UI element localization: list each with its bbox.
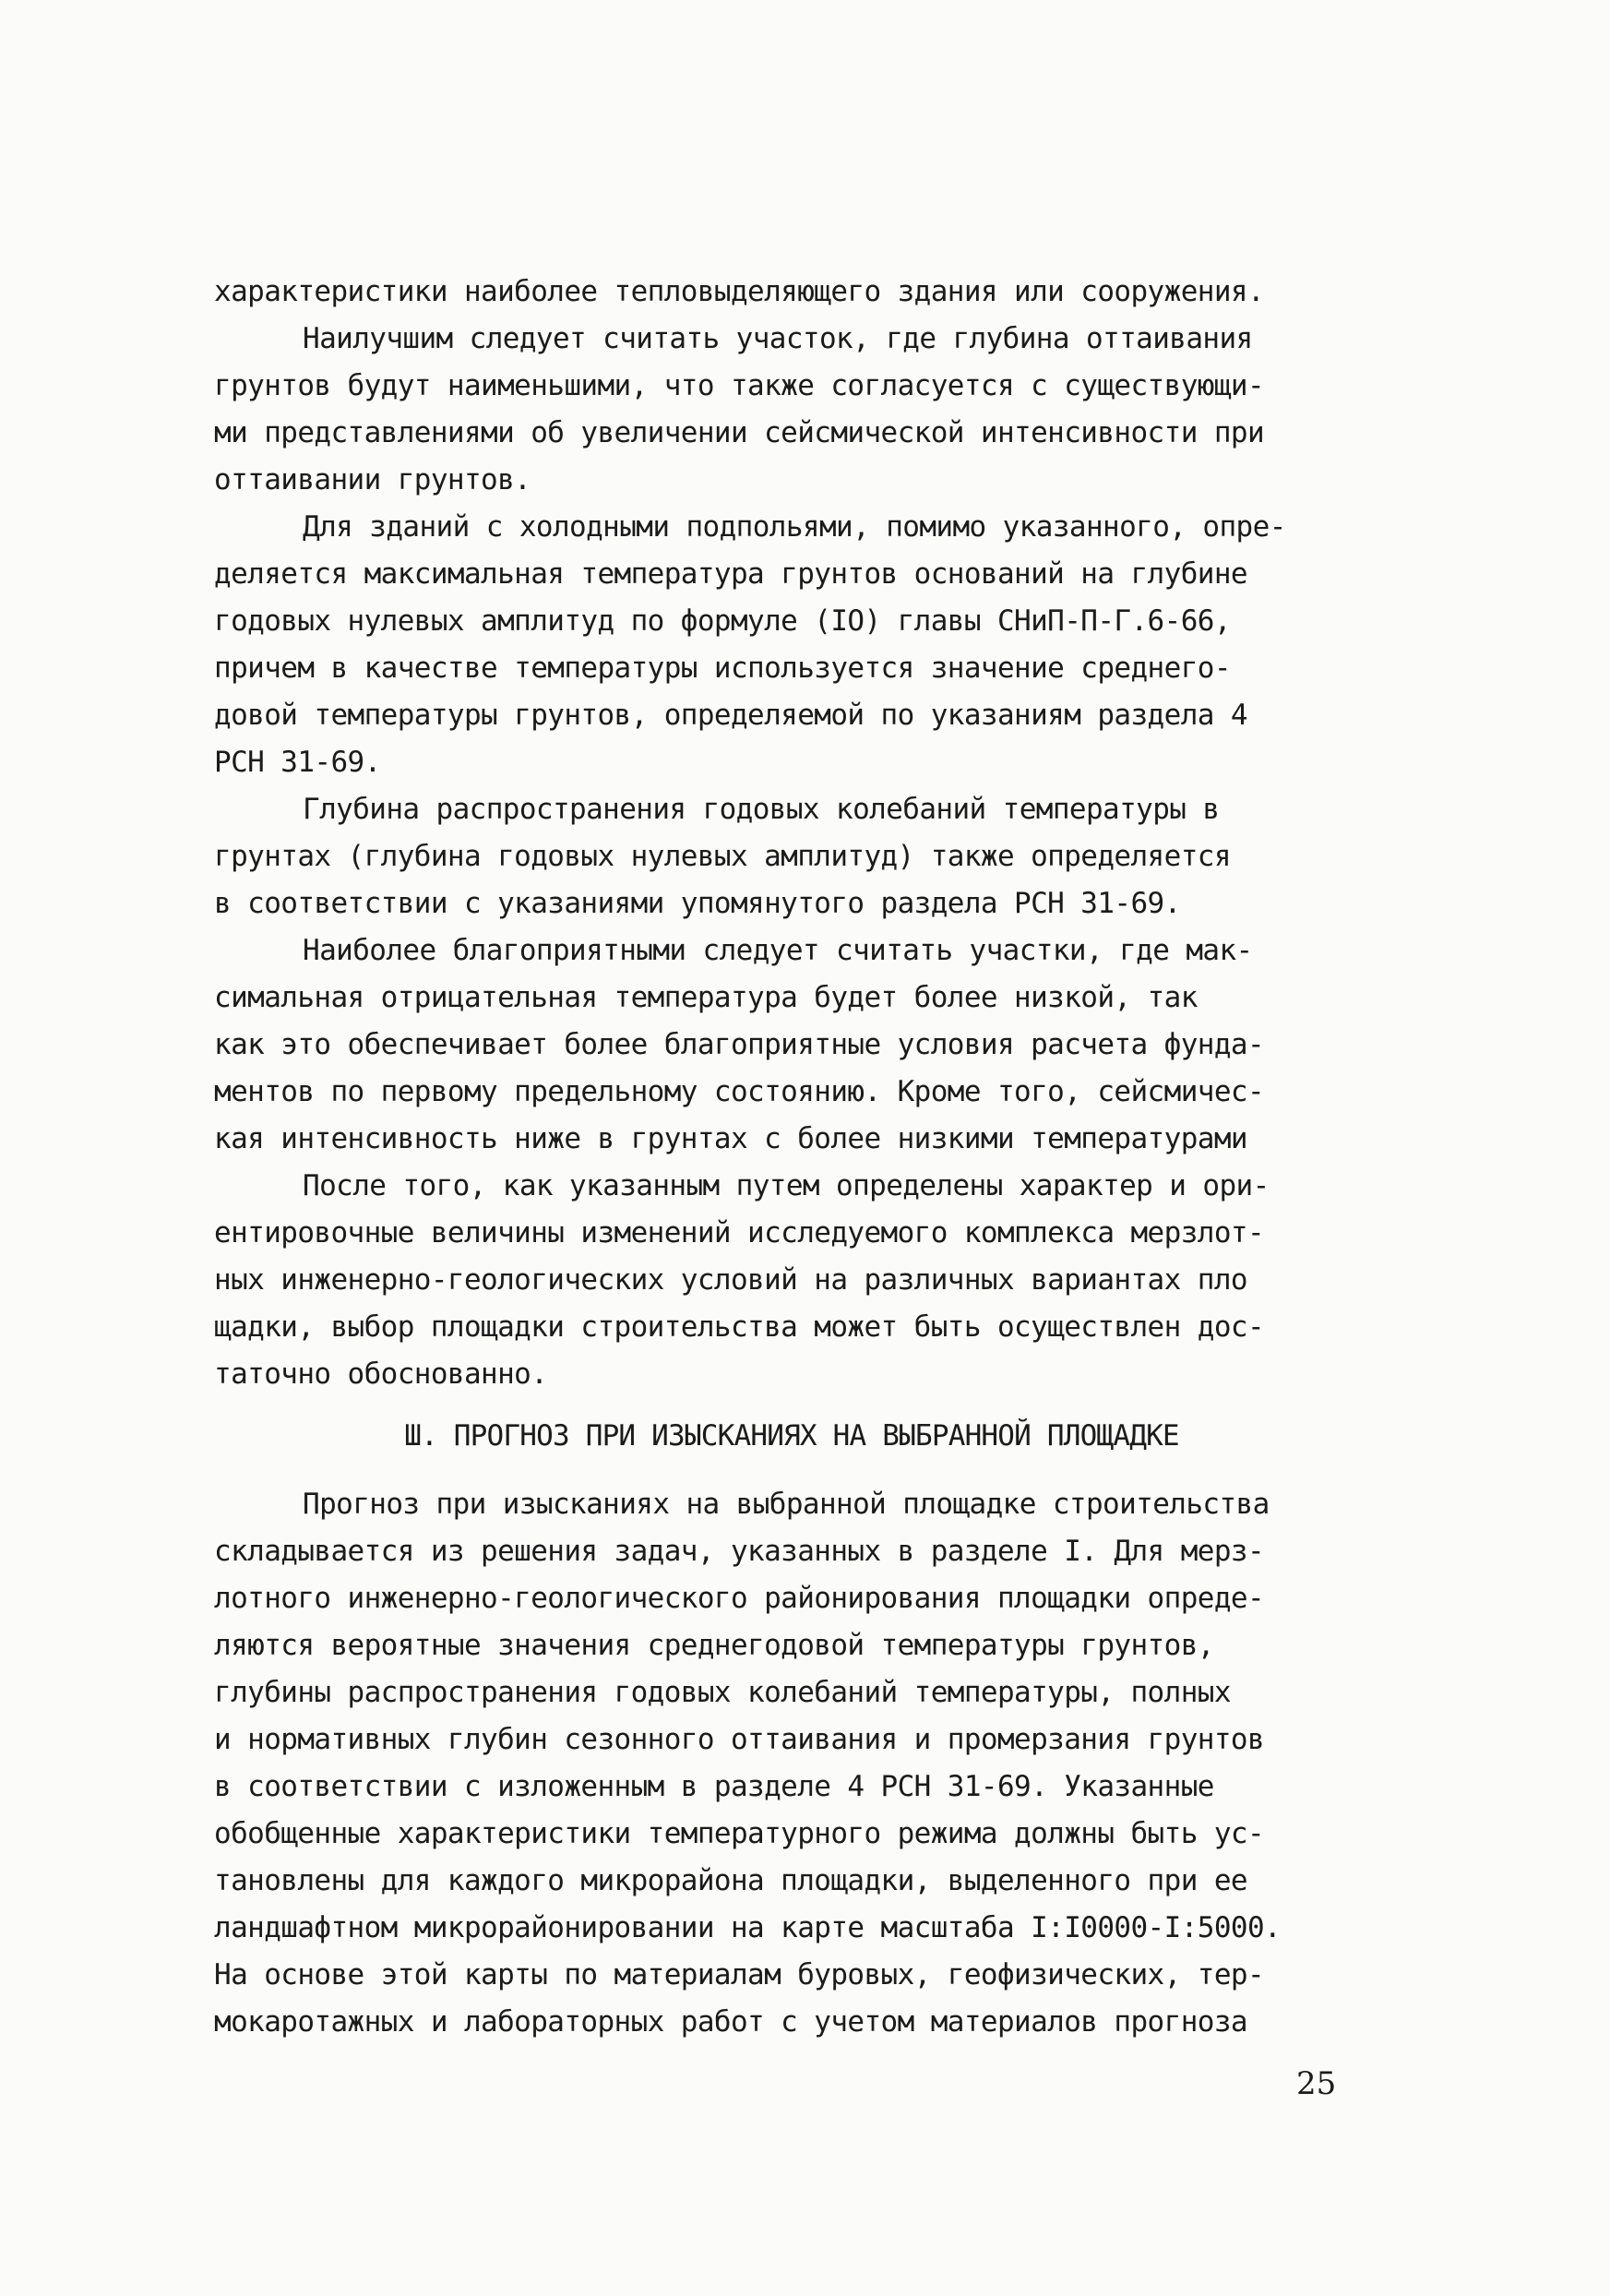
text-line: Прогноз при изысканиях на выбранной площадке строительства <box>303 1488 1270 1521</box>
text-line: характеристики наиболее тепловыделяющего здания или сооружения. <box>214 275 1265 308</box>
page-number: 25 <box>1296 2065 1337 2102</box>
text-line: как это обеспечивает более благоприятные условия расчета фунда- <box>214 1028 1265 1061</box>
text-line: Для зданий с холодными подпольями, помимо указанного, опре- <box>303 510 1286 544</box>
text-line: причем в качестве температуры используется значение среднего- <box>214 652 1231 685</box>
text-line: РСН 31-69. <box>214 746 381 779</box>
text-line: грунтах (глубина годовых нулевых амплитуд) также определяется <box>214 840 1231 873</box>
text-line: и нормативных глубин сезонного оттаивания и промерзания грунтов <box>214 1723 1265 1756</box>
text-line: деляется максимальная температура грунтов оснований на глубине <box>214 557 1247 591</box>
text-line: ных инженерно-геологических условий на различных вариантах пло <box>214 1263 1247 1297</box>
text-line: кая интенсивность ниже в грунтах с более низкими температурами <box>214 1122 1247 1155</box>
text-line: годовых нулевых амплитуд по формуле (IO) главы СНиП-П-Г.6-66, <box>214 604 1231 638</box>
section-heading: Ш. ПРОГНОЗ ПРИ ИЗЫСКАНИЯХ НА ВЫБРАННОЙ ПЛОЩАДКЕ <box>404 1419 1179 1453</box>
text-line: ляются вероятные значения среднегодовой температуры грунтов, <box>214 1629 1214 1662</box>
text-line: глубины распространения годовых колебаний температуры, полных <box>214 1676 1231 1709</box>
text-line: ментов по первому предельному состоянию. Кроме того, сейсмичес- <box>214 1075 1265 1108</box>
text-line: обобщенные характеристики температурного режима должны быть ус- <box>214 1817 1265 1850</box>
text-line: грунтов будут наименьшими, что также согласуется с существующи- <box>214 369 1265 402</box>
text-line: в соответствии с указаниями упомянутого раздела РСН 31-69. <box>214 887 1181 920</box>
text-line: Наиболее благоприятными следует считать участки, где мак- <box>303 934 1253 967</box>
text-line: Глубина распространения годовых колебаний температуры в <box>303 793 1220 826</box>
text-line: в соответствии с изложенным в разделе 4 РСН 31-69. Указанные <box>214 1770 1214 1803</box>
text-line: довой температуры грунтов, определяемой по указаниям раздела 4 <box>214 699 1247 732</box>
text-line: складывается из решения задач, указанных в разделе I. Для мерз- <box>214 1535 1265 1568</box>
text-line: Наилучшим следует считать участок, где глубина оттаивания <box>303 322 1253 355</box>
text-line: симальная отрицательная температура будет более низкой, так <box>214 981 1198 1014</box>
text-line: мокаротажных и лабораторных работ с учетом материалов прогноза <box>214 2005 1247 2039</box>
text-line: лотного инженерно-геологического районирования площадки опреде- <box>214 1582 1265 1615</box>
text-line: таточно обоснованно. <box>214 1357 548 1391</box>
text-line: оттаивании грунтов. <box>214 463 531 496</box>
text-line: На основе этой карты по материалам буровых, геофизических, тер- <box>214 1958 1265 1991</box>
text-line: ми представлениями об увеличении сейсмической интенсивности при <box>214 416 1265 449</box>
text-line: щадки, выбор площадки строительства может быть осуществлен дос- <box>214 1310 1265 1344</box>
text-line: После того, как указанным путем определены характер и ори- <box>303 1169 1270 1202</box>
text-line: ентировочные величины изменений исследуемого комплекса мерзлот- <box>214 1216 1265 1250</box>
text-block-lower <box>214 1481 1369 2046</box>
text-block-upper <box>214 269 1369 1398</box>
text-line: тановлены для каждого микрорайона площадки, выделенного при ее <box>214 1864 1247 1897</box>
text-line: ландшафтном микрорайонировании на карте масштаба I:I0000-I:5000. <box>214 1911 1282 1944</box>
